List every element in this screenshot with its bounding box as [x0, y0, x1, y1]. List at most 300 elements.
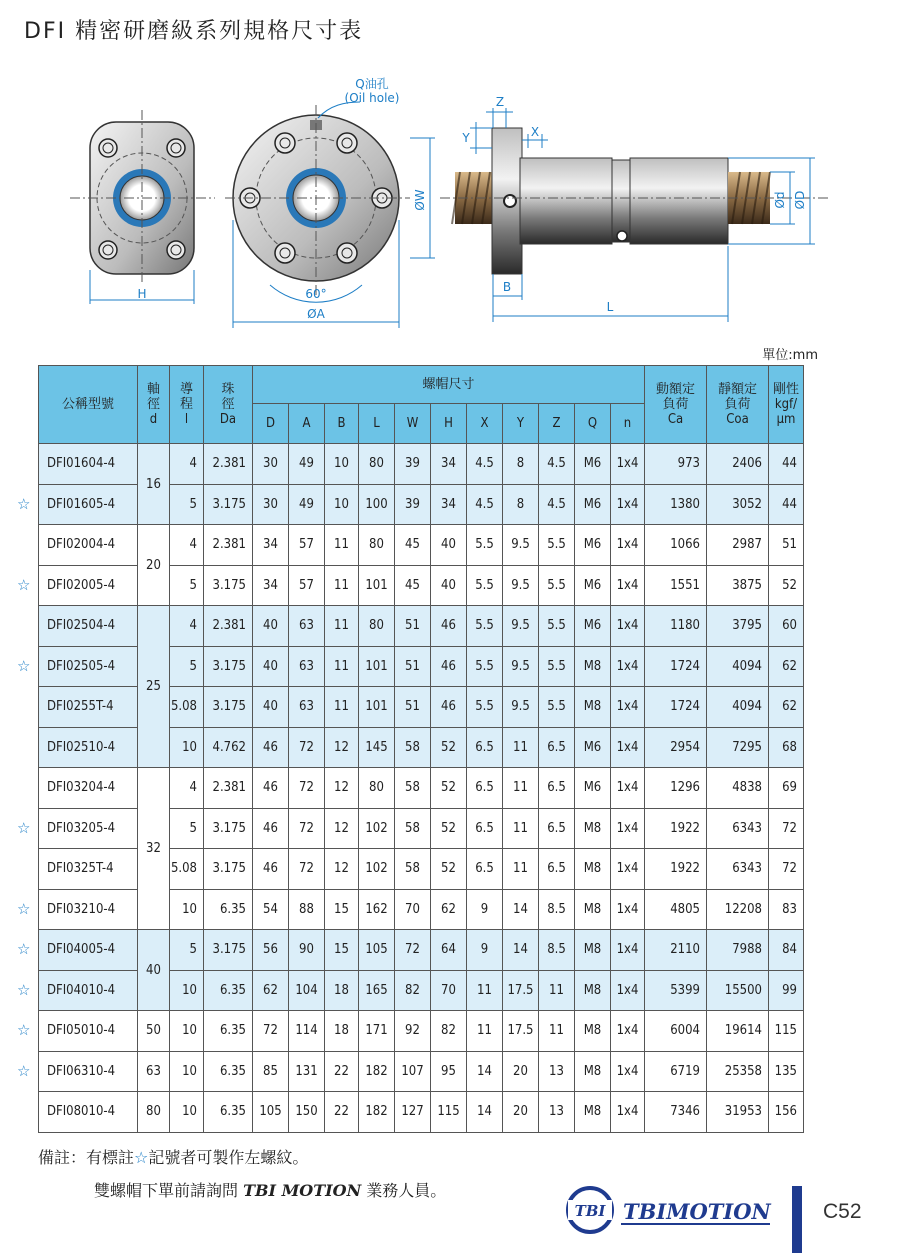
cell-ca: 1922 [645, 849, 707, 890]
cell-b: 12 [325, 768, 359, 809]
lead-cell: 10 [170, 1011, 204, 1052]
cell-x: 9 [467, 930, 503, 971]
cell-a: 131 [289, 1051, 325, 1092]
cell-b: 12 [325, 727, 359, 768]
cell-n: 1x4 [611, 444, 645, 485]
star-icon: ☆ [17, 656, 31, 675]
cell-coa: 31953 [707, 1092, 769, 1133]
cell-b: 12 [325, 808, 359, 849]
dim-d-label: Ød [773, 191, 787, 209]
cell-q: M8 [575, 930, 611, 971]
cell-d: 62 [253, 970, 289, 1011]
cell-n: 1x4 [611, 1092, 645, 1133]
cell-h: 40 [431, 565, 467, 606]
cell-ca: 1180 [645, 606, 707, 647]
shaft-diameter-cell: 63 [138, 1051, 170, 1092]
cell-w: 51 [395, 687, 431, 728]
cell-w: 58 [395, 808, 431, 849]
cell-w: 58 [395, 768, 431, 809]
cell-d: 46 [253, 768, 289, 809]
cell-y: 14 [503, 889, 539, 930]
cell-k: 68 [769, 727, 804, 768]
shaft-diameter-cell: 80 [138, 1092, 170, 1133]
lead-cell: 10 [170, 970, 204, 1011]
cell-x: 4.5 [467, 444, 503, 485]
side-view [440, 95, 830, 322]
cell-z: 6.5 [539, 727, 575, 768]
star-icon: ☆ [17, 980, 31, 999]
cell-coa: 7295 [707, 727, 769, 768]
cell-w: 39 [395, 484, 431, 525]
page-number: C52 [823, 1200, 862, 1223]
cell-k: 156 [769, 1092, 804, 1133]
cell-ca: 6004 [645, 1011, 707, 1052]
lead-cell: 4 [170, 525, 204, 566]
logo-mark: TBI [574, 1202, 606, 1220]
cell-q: M8 [575, 687, 611, 728]
star-icon: ☆ [17, 494, 31, 513]
cell-n: 1x4 [611, 1051, 645, 1092]
cell-l: 80 [359, 606, 395, 647]
cell-w: 51 [395, 606, 431, 647]
table-row [39, 525, 804, 566]
cell-ball: 2.381 [204, 525, 253, 566]
model-cell: DFI02005-4 [39, 565, 138, 606]
cell-h: 62 [431, 889, 467, 930]
cell-ball: 3.175 [204, 484, 253, 525]
cell-b: 18 [325, 1011, 359, 1052]
model-cell: DFI04010-4 [39, 970, 138, 1011]
cell-k: 44 [769, 444, 804, 485]
cell-x: 6.5 [467, 768, 503, 809]
cell-n: 1x4 [611, 970, 645, 1011]
cell-w: 127 [395, 1092, 431, 1133]
cell-w: 72 [395, 930, 431, 971]
star-icon: ☆ [17, 1021, 31, 1039]
cell-d: 46 [253, 808, 289, 849]
cell-x: 11 [467, 970, 503, 1011]
dim-z-label: Z [495, 95, 505, 109]
cell-y: 20 [503, 1051, 539, 1092]
cell-ball: 3.175 [204, 687, 253, 728]
cell-n: 1x4 [611, 484, 645, 525]
cell-d: 30 [253, 484, 289, 525]
cell-l: 80 [359, 525, 395, 566]
cell-k: 135 [769, 1051, 804, 1092]
cell-n: 1x4 [611, 727, 645, 768]
model-cell: DFI05010-4 [39, 1011, 138, 1052]
cell-h: 52 [431, 808, 467, 849]
model-cell: DFI03210-4 [39, 889, 138, 930]
cell-ca: 1922 [645, 808, 707, 849]
model-cell: DFI0325T-4 [39, 849, 138, 890]
cell-y: 11 [503, 727, 539, 768]
cell-ball: 4.762 [204, 727, 253, 768]
cell-ball: 6.35 [204, 1092, 253, 1133]
header-nut-col-x: X [467, 404, 503, 444]
lead-cell: 5.08 [170, 687, 204, 728]
cell-ca: 1066 [645, 525, 707, 566]
header-nut-col-b: B [325, 404, 359, 444]
lead-cell: 5.08 [170, 849, 204, 890]
cell-a: 63 [289, 646, 325, 687]
cell-b: 15 [325, 889, 359, 930]
cell-k: 62 [769, 687, 804, 728]
cell-x: 5.5 [467, 646, 503, 687]
header-coa: 靜額定 負荷 Coa [707, 366, 769, 444]
cell-x: 5.5 [467, 687, 503, 728]
cell-y: 8 [503, 444, 539, 485]
cell-h: 46 [431, 687, 467, 728]
oil-hole-cn: Q油孔 [355, 77, 389, 91]
cell-ball: 6.35 [204, 889, 253, 930]
cell-x: 9 [467, 889, 503, 930]
cell-ball: 3.175 [204, 565, 253, 606]
lead-cell: 10 [170, 889, 204, 930]
shaft-diameter-cell: 20 [138, 525, 170, 606]
cell-q: M8 [575, 970, 611, 1011]
cell-b: 11 [325, 525, 359, 566]
cell-w: 39 [395, 444, 431, 485]
cell-z: 8.5 [539, 889, 575, 930]
cell-y: 20 [503, 1092, 539, 1133]
cell-y: 17.5 [503, 1011, 539, 1052]
cell-x: 5.5 [467, 606, 503, 647]
cell-coa: 3875 [707, 565, 769, 606]
cell-coa: 7988 [707, 930, 769, 971]
cell-k: 44 [769, 484, 804, 525]
cell-coa: 19614 [707, 1011, 769, 1052]
header-nut-col-y: Y [503, 404, 539, 444]
cell-a: 72 [289, 768, 325, 809]
cell-coa: 4838 [707, 768, 769, 809]
cell-ball: 3.175 [204, 646, 253, 687]
model-cell: DFI06310-4 [39, 1051, 138, 1092]
cell-coa: 15500 [707, 970, 769, 1011]
model-cell: DFI01604-4 [39, 444, 138, 485]
header-nut-col-d: D [253, 404, 289, 444]
cell-q: M8 [575, 849, 611, 890]
note-left-thread: 備註：有標註☆記號者可製作左螺紋。 [38, 1148, 309, 1167]
cell-coa: 4094 [707, 646, 769, 687]
dim-b-label: B [502, 280, 512, 294]
cell-z: 6.5 [539, 849, 575, 890]
table-row [39, 1051, 804, 1092]
cell-b: 11 [325, 606, 359, 647]
cell-q: M8 [575, 1051, 611, 1092]
star-icon: ☆ [134, 1148, 149, 1167]
lead-cell: 10 [170, 1092, 204, 1133]
header-nut-col-q: Q [575, 404, 611, 444]
cell-l: 182 [359, 1092, 395, 1133]
lead-cell: 5 [170, 484, 204, 525]
shaft-diameter-cell: 25 [138, 606, 170, 768]
cell-a: 63 [289, 687, 325, 728]
cell-l: 165 [359, 970, 395, 1011]
model-cell: DFI04005-4 [39, 930, 138, 971]
spec-table [38, 365, 804, 1133]
cell-ca: 2110 [645, 930, 707, 971]
cell-k: 62 [769, 646, 804, 687]
dim-x-label: X [530, 125, 540, 139]
cell-n: 1x4 [611, 930, 645, 971]
lead-cell: 5 [170, 808, 204, 849]
cell-ball: 6.35 [204, 1051, 253, 1092]
unit-label: 單位:mm [762, 348, 818, 363]
cell-z: 5.5 [539, 646, 575, 687]
cell-b: 10 [325, 444, 359, 485]
cell-y: 17.5 [503, 970, 539, 1011]
cell-z: 5.5 [539, 565, 575, 606]
cell-w: 82 [395, 970, 431, 1011]
cell-n: 1x4 [611, 525, 645, 566]
cell-n: 1x4 [611, 768, 645, 809]
cell-h: 95 [431, 1051, 467, 1092]
cell-n: 1x4 [611, 889, 645, 930]
cell-q: M8 [575, 646, 611, 687]
cell-q: M8 [575, 889, 611, 930]
cell-z: 5.5 [539, 687, 575, 728]
cell-coa: 2987 [707, 525, 769, 566]
cell-a: 150 [289, 1092, 325, 1133]
cell-k: 69 [769, 768, 804, 809]
cell-q: M8 [575, 1011, 611, 1052]
cell-k: 72 [769, 849, 804, 890]
cell-z: 6.5 [539, 808, 575, 849]
cell-q: M8 [575, 1092, 611, 1133]
cell-ball: 2.381 [204, 444, 253, 485]
cell-d: 54 [253, 889, 289, 930]
table-row [39, 768, 804, 809]
cell-d: 34 [253, 525, 289, 566]
cell-l: 102 [359, 808, 395, 849]
cell-b: 10 [325, 484, 359, 525]
page-bar [792, 1186, 802, 1253]
header-nut-dims: 螺帽尺寸 [253, 366, 645, 404]
cell-q: M8 [575, 808, 611, 849]
cell-h: 40 [431, 525, 467, 566]
cell-ca: 6719 [645, 1051, 707, 1092]
star-icon: ☆ [17, 899, 31, 918]
cell-d: 72 [253, 1011, 289, 1052]
cell-d: 105 [253, 1092, 289, 1133]
cell-h: 82 [431, 1011, 467, 1052]
cell-x: 5.5 [467, 525, 503, 566]
dim-a-label: ØA [307, 307, 325, 321]
cell-a: 49 [289, 484, 325, 525]
page-title: DFI 精密研磨級系列規格尺寸表 [24, 19, 364, 44]
cell-coa: 3052 [707, 484, 769, 525]
dim-y-label: Y [462, 131, 470, 145]
cell-q: M6 [575, 768, 611, 809]
cell-y: 14 [503, 930, 539, 971]
table-row [39, 1011, 804, 1052]
cell-w: 51 [395, 646, 431, 687]
cell-x: 5.5 [467, 565, 503, 606]
star-icon: ☆ [17, 575, 31, 594]
cell-z: 5.5 [539, 606, 575, 647]
cell-coa: 25358 [707, 1051, 769, 1092]
cell-h: 46 [431, 606, 467, 647]
shaft-diameter-cell: 50 [138, 1011, 170, 1052]
cell-ca: 4805 [645, 889, 707, 930]
header-lead: 導 程 l [170, 366, 204, 444]
cell-a: 104 [289, 970, 325, 1011]
cell-z: 11 [539, 1011, 575, 1052]
cell-ball: 3.175 [204, 930, 253, 971]
cell-k: 72 [769, 808, 804, 849]
cell-a: 90 [289, 930, 325, 971]
cell-ball: 3.175 [204, 849, 253, 890]
model-cell: DFI0255T-4 [39, 687, 138, 728]
dim-l-label: L [606, 300, 614, 314]
cell-ca: 1380 [645, 484, 707, 525]
cell-l: 102 [359, 849, 395, 890]
cell-b: 22 [325, 1092, 359, 1133]
cell-x: 14 [467, 1051, 503, 1092]
model-cell: DFI02510-4 [39, 727, 138, 768]
cell-k: 83 [769, 889, 804, 930]
cell-b: 11 [325, 687, 359, 728]
cell-l: 101 [359, 687, 395, 728]
cell-q: M6 [575, 727, 611, 768]
cell-ca: 5399 [645, 970, 707, 1011]
header-shaft: 軸 徑 d [138, 366, 170, 444]
cell-y: 9.5 [503, 565, 539, 606]
model-cell: DFI02505-4 [39, 646, 138, 687]
model-cell: DFI02004-4 [39, 525, 138, 566]
cell-w: 70 [395, 889, 431, 930]
cell-y: 11 [503, 849, 539, 890]
cell-z: 6.5 [539, 768, 575, 809]
cell-h: 34 [431, 484, 467, 525]
cell-l: 101 [359, 565, 395, 606]
dim-bigd-label: ØD [793, 190, 807, 210]
cell-ca: 1551 [645, 565, 707, 606]
cell-q: M6 [575, 606, 611, 647]
header-nut-col-l: L [359, 404, 395, 444]
cell-d: 85 [253, 1051, 289, 1092]
cell-b: 11 [325, 646, 359, 687]
header-nut-col-w: W [395, 404, 431, 444]
cell-k: 51 [769, 525, 804, 566]
flange-round-view [225, 76, 435, 328]
cell-x: 14 [467, 1092, 503, 1133]
cell-y: 11 [503, 808, 539, 849]
cell-ca: 973 [645, 444, 707, 485]
cell-a: 72 [289, 808, 325, 849]
oil-hole-en: (Oil hole) [344, 91, 400, 105]
table-row [39, 930, 804, 971]
cell-d: 40 [253, 646, 289, 687]
shaft-diameter-cell: 16 [138, 444, 170, 525]
cell-b: 11 [325, 565, 359, 606]
cell-q: M6 [575, 444, 611, 485]
cell-a: 88 [289, 889, 325, 930]
cell-ball: 2.381 [204, 768, 253, 809]
cell-n: 1x4 [611, 646, 645, 687]
cell-h: 52 [431, 727, 467, 768]
cell-y: 9.5 [503, 646, 539, 687]
cell-coa: 2406 [707, 444, 769, 485]
cell-h: 52 [431, 768, 467, 809]
cell-x: 6.5 [467, 808, 503, 849]
model-cell: DFI03204-4 [39, 768, 138, 809]
cell-w: 58 [395, 849, 431, 890]
table-row [39, 444, 804, 485]
cell-d: 56 [253, 930, 289, 971]
cell-w: 45 [395, 565, 431, 606]
cell-coa: 6343 [707, 808, 769, 849]
lead-cell: 5 [170, 565, 204, 606]
cell-coa: 6343 [707, 849, 769, 890]
cell-w: 107 [395, 1051, 431, 1092]
cell-ca: 1296 [645, 768, 707, 809]
note-double-nut: 雙螺帽下單前請詢問 TBI MOTION 業務人員。 [94, 1181, 447, 1200]
cell-h: 70 [431, 970, 467, 1011]
cell-d: 30 [253, 444, 289, 485]
cell-ca: 1724 [645, 687, 707, 728]
cell-z: 13 [539, 1051, 575, 1092]
lead-cell: 4 [170, 768, 204, 809]
cell-l: 182 [359, 1051, 395, 1092]
cell-b: 12 [325, 849, 359, 890]
cell-x: 11 [467, 1011, 503, 1052]
cell-a: 72 [289, 849, 325, 890]
cell-l: 105 [359, 930, 395, 971]
lead-cell: 4 [170, 444, 204, 485]
table-row [39, 1092, 804, 1133]
cell-b: 15 [325, 930, 359, 971]
cell-l: 101 [359, 646, 395, 687]
header-nut-col-n: n [611, 404, 645, 444]
lead-cell: 5 [170, 646, 204, 687]
model-cell: DFI08010-4 [39, 1092, 138, 1133]
cell-a: 72 [289, 727, 325, 768]
header-nut-col-a: A [289, 404, 325, 444]
cell-y: 8 [503, 484, 539, 525]
cell-coa: 4094 [707, 687, 769, 728]
cell-h: 64 [431, 930, 467, 971]
logo-word: TBIMOTION [623, 1199, 771, 1224]
cell-w: 58 [395, 727, 431, 768]
shaft-diameter-cell: 40 [138, 930, 170, 1011]
cell-ball: 3.175 [204, 808, 253, 849]
cell-h: 115 [431, 1092, 467, 1133]
cell-z: 5.5 [539, 525, 575, 566]
cell-w: 45 [395, 525, 431, 566]
model-cell: DFI02504-4 [39, 606, 138, 647]
cell-l: 171 [359, 1011, 395, 1052]
cell-k: 99 [769, 970, 804, 1011]
cell-q: M6 [575, 565, 611, 606]
cell-h: 34 [431, 444, 467, 485]
cell-a: 57 [289, 565, 325, 606]
cell-b: 22 [325, 1051, 359, 1092]
flange-square-view [70, 110, 215, 304]
cell-n: 1x4 [611, 808, 645, 849]
cell-b: 18 [325, 970, 359, 1011]
cell-x: 6.5 [467, 849, 503, 890]
header-nut-col-z: Z [539, 404, 575, 444]
header-nut-col-h: H [431, 404, 467, 444]
cell-q: M6 [575, 525, 611, 566]
cell-ball: 2.381 [204, 606, 253, 647]
lead-cell: 5 [170, 930, 204, 971]
cell-l: 100 [359, 484, 395, 525]
cell-x: 4.5 [467, 484, 503, 525]
dim-angle-label: 60° [305, 287, 327, 301]
